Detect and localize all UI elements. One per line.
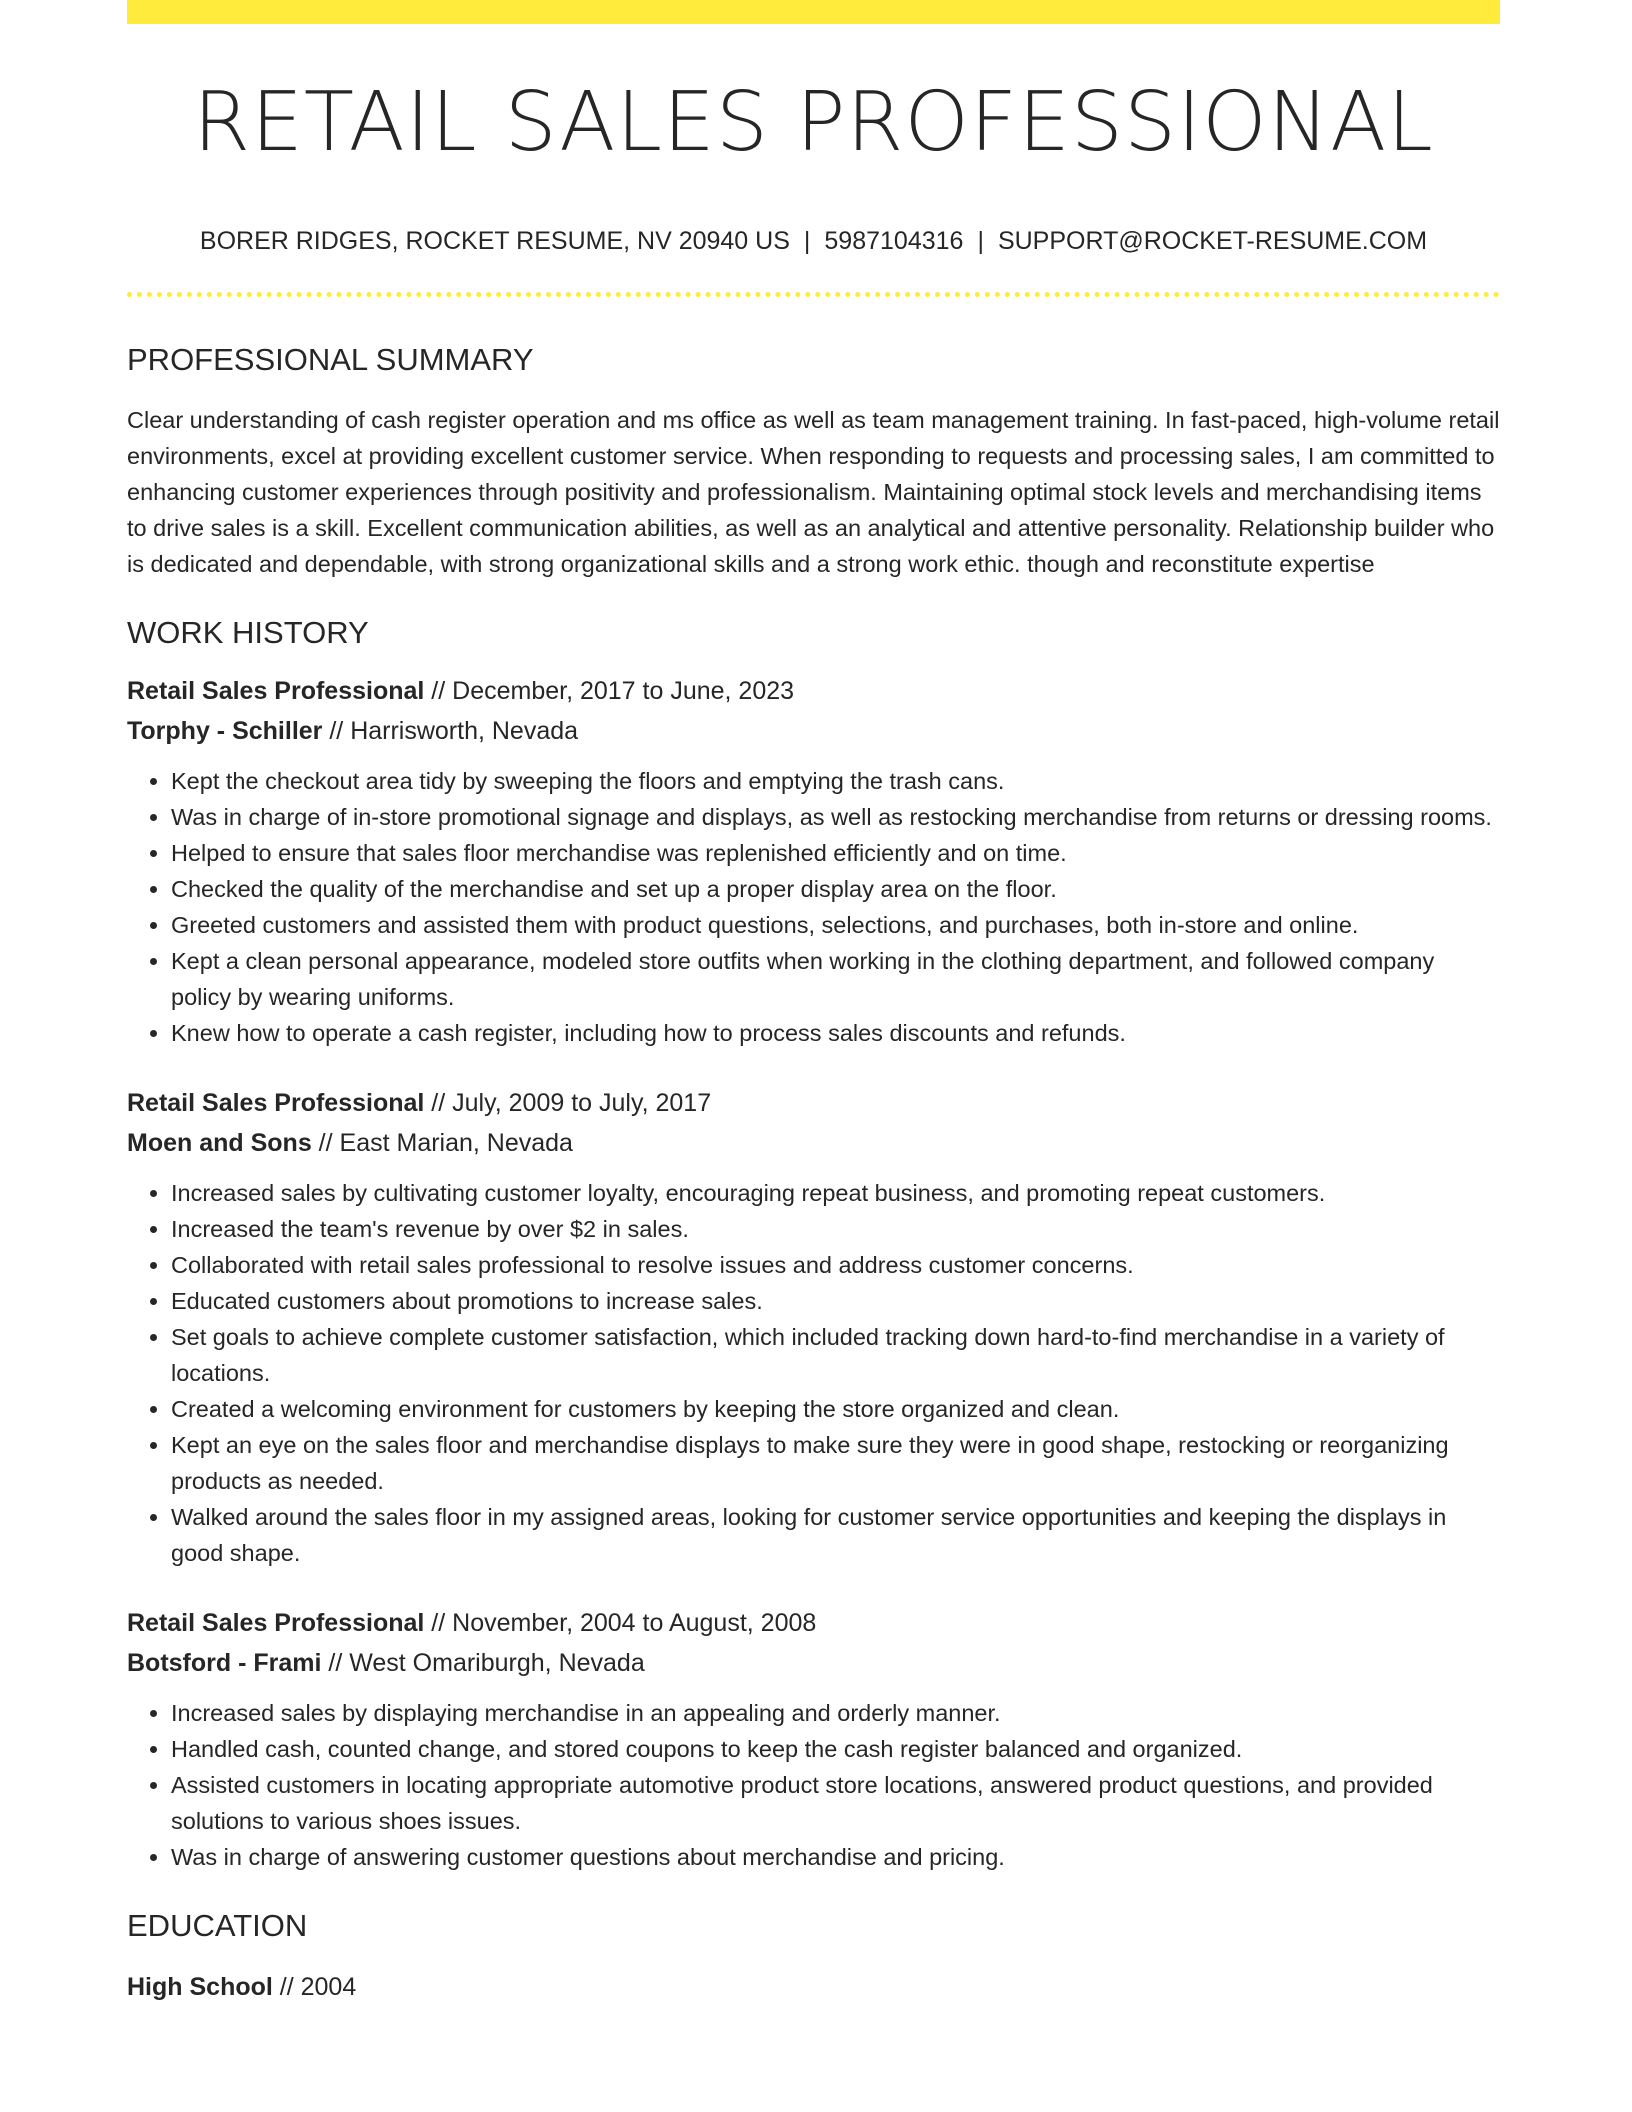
job-entry [127, 671, 1500, 1051]
job-company-line [127, 711, 1500, 751]
job-bullet: • Increased sales by cultivating customer loyalty, encouraging repeat business, and promoting repeat customers. [171, 1175, 1500, 1211]
job-bullet: • Increased sales by displaying merchandise in an appealing and orderly manner. [171, 1695, 1500, 1731]
job-company-line [127, 1123, 1500, 1163]
job-bullet-list [127, 1695, 1500, 1875]
contact-separator: | [803, 227, 811, 255]
job-bullet: • Helped to ensure that sales floor merchandise was replenished efficiently and on time. [171, 835, 1500, 871]
education-entry [127, 1967, 1500, 2007]
education-degree: High School [127, 1972, 273, 2001]
contact-line [127, 226, 1500, 256]
job-title-line [127, 1083, 1500, 1123]
resume-page [127, 0, 1500, 2007]
summary-heading: PROFESSIONAL SUMMARY [127, 342, 534, 377]
job-dates: // November, 2004 to August, 2008 [424, 1609, 817, 1638]
education-heading: EDUCATION [127, 1908, 308, 1944]
job-entry [127, 1603, 1500, 1875]
job-entry [127, 1083, 1500, 1571]
job-title: Retail Sales Professional [127, 677, 425, 706]
dotted-divider [127, 292, 1500, 297]
job-location: // West Omariburgh, Nevada [321, 1649, 645, 1678]
job-title: Retail Sales Professional [127, 1609, 425, 1638]
job-bullet: • Increased the team's revenue by over $2 in sales. [171, 1211, 1500, 1247]
contact-separator: | [977, 227, 984, 255]
job-location: // East Marian, Nevada [311, 1129, 573, 1158]
job-bullet: • Collaborated with retail sales professional to resolve issues and address customer concerns. [171, 1247, 1500, 1283]
job-dates: // December, 2017 to June, 2023 [424, 677, 795, 706]
contact-phone[interactable]: 5987104316 [824, 227, 964, 255]
job-title: Retail Sales Professional [127, 1089, 425, 1118]
job-bullet: • Kept the checkout area tidy by sweeping the floors and emptying the trash cans. [171, 763, 1500, 799]
resume-title: RETAIL SALES PROFESSIONAL [193, 75, 1434, 170]
job-bullet: • Created a welcoming environment for customers by keeping the store organized and clean. [171, 1391, 1500, 1427]
job-company: Torphy - Schiller [127, 717, 323, 746]
contact-email[interactable]: SUPPORT@ROCKET-RESUME.COM [997, 227, 1428, 255]
job-bullet: • Handled cash, counted change, and stored coupons to keep the cash register balanced and organized. [171, 1731, 1500, 1767]
job-bullet: • Greeted customers and assisted them with product questions, selections, and purchases, both in-store and online. [171, 907, 1500, 943]
job-bullet: • Was in charge of in-store promotional signage and displays, as well as restocking merchandise from returns or dressing rooms. [171, 799, 1500, 835]
job-bullet: • Was in charge of answering customer questions about merchandise and pricing. [171, 1839, 1500, 1875]
job-bullet: • Kept a clean personal appearance, modeled store outfits when working in the clothing department, and followed company policy by wearing uniforms. [171, 943, 1500, 1015]
job-title-line [127, 671, 1500, 711]
job-bullet-list [127, 1175, 1500, 1571]
job-dates: // July, 2009 to July, 2017 [424, 1089, 712, 1118]
job-company: Moen and Sons [127, 1129, 312, 1158]
job-bullet-list [127, 763, 1500, 1051]
job-bullet: • Checked the quality of the merchandise and set up a proper display area on the floor. [171, 871, 1500, 907]
job-company-line [127, 1643, 1500, 1683]
summary-text: Clear understanding of cash register operation and ms office as well as team management training. In fast-paced, high-volume retail environments, excel at providing excellent customer service. When responding to requests and processing sales, I am committed to enhancing customer experiences through positivity and professionalism. Maintaining optimal stock levels and merchandising items to drive sales is a skill. Excellent communication abilities, as well as an analytical and attentive personality. Relationship builder who is dedicated and dependable, with strong organizational skills and a strong work ethic. though and reconstitute expertise [127, 407, 1500, 578]
contact-address: BORER RIDGES, ROCKET RESUME, NV 20940 US [199, 227, 790, 255]
job-bullet: • Walked around the sales floor in my assigned areas, looking for customer service opportunities and keeping the displays in good shape. [171, 1499, 1500, 1571]
job-bullet: • Set goals to achieve complete customer satisfaction, which included tracking down hard-to-find merchandise in a variety of locations. [171, 1319, 1500, 1391]
education-year: // 2004 [272, 1972, 357, 2001]
job-company: Botsford - Frami [127, 1649, 322, 1678]
job-location: // Harrisworth, Nevada [322, 717, 579, 746]
top-accent-bar [127, 0, 1500, 24]
job-bullet: • Educated customers about promotions to increase sales. [171, 1283, 1500, 1319]
job-title-line [127, 1603, 1500, 1643]
work-history-heading: WORK HISTORY [127, 615, 369, 651]
job-bullet: • Knew how to operate a cash register, including how to process sales discounts and refunds. [171, 1015, 1500, 1051]
job-bullet: • Kept an eye on the sales floor and merchandise displays to make sure they were in good shape, restocking or reorganizing products as needed. [171, 1427, 1500, 1499]
job-bullet: • Assisted customers in locating appropriate automotive product store locations, answered product questions, and provided solutions to various shoes issues. [171, 1767, 1500, 1839]
